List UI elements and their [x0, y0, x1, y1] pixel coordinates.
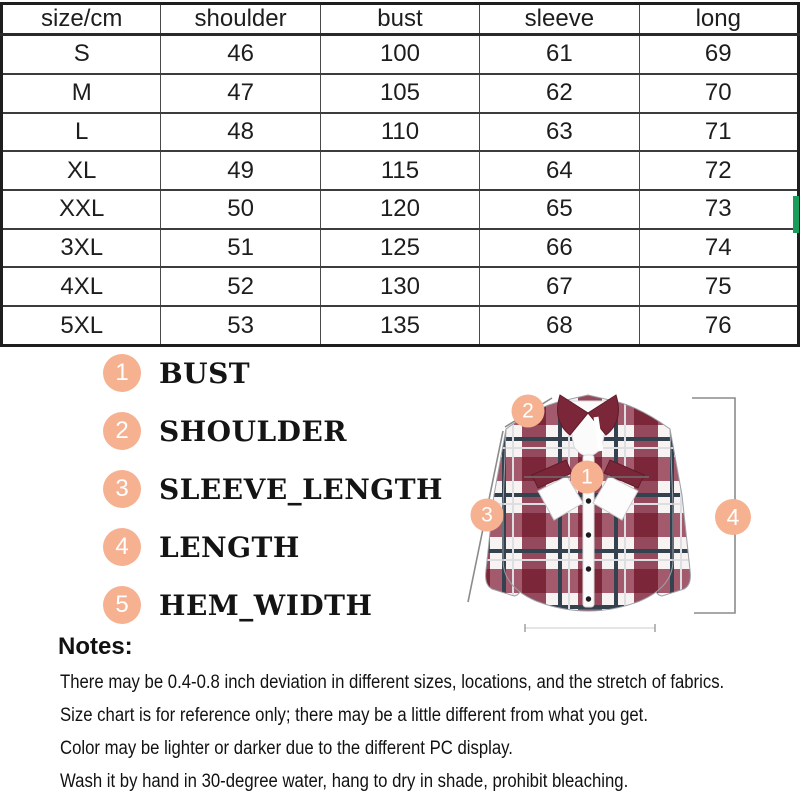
table-row: [2, 151, 799, 190]
table-header-row: [2, 4, 799, 35]
measurement-legend: [103, 354, 443, 624]
legend-item-sleeve-length: [103, 470, 443, 508]
table-cell: 105: [320, 74, 479, 113]
legend-label: SLEEVE_LENGTH: [159, 472, 443, 506]
table-row: [2, 35, 799, 74]
table-cell: 130: [320, 267, 479, 306]
table-cell: 46: [161, 35, 320, 74]
table-cell: 5XL: [2, 306, 161, 345]
table-cell: 110: [320, 113, 479, 152]
table-cell: 64: [480, 151, 639, 190]
table-cell: XXL: [2, 190, 161, 229]
table-row: [2, 306, 799, 345]
table-row: [2, 267, 799, 306]
legend-item-length: [103, 528, 443, 566]
table-cell: 100: [320, 35, 479, 74]
table-cell: 73: [639, 190, 798, 229]
header-size: size/cm: [2, 4, 161, 35]
legend-label: LENGTH: [159, 530, 300, 564]
legend-label: SHOULDER: [159, 414, 348, 448]
notes-heading: Notes:: [58, 633, 133, 660]
legend-label: BUST: [159, 356, 251, 390]
note-line: Color may be lighter or darker due to the different PC display.: [60, 738, 513, 759]
shirt-badge-shoulder: 2: [512, 395, 545, 428]
table-cell: 74: [639, 229, 798, 268]
table-cell: 67: [480, 267, 639, 306]
note-line: Size chart is for reference only; there may be a little different from what you get.: [60, 705, 648, 726]
table-cell: 70: [639, 74, 798, 113]
table-cell: 3XL: [2, 229, 161, 268]
header-bust: bust: [320, 4, 479, 35]
table-cell: 120: [320, 190, 479, 229]
table-cell: 49: [161, 151, 320, 190]
legend-label: HEM_WIDTH: [159, 588, 373, 622]
number-badge-icon: 4: [103, 528, 141, 566]
shirt-badge-sleeve: 3: [471, 499, 504, 532]
number-badge-icon: 1: [103, 354, 141, 392]
table-cell: 135: [320, 306, 479, 345]
number-badge-icon: 5: [103, 586, 141, 624]
header-shoulder: shoulder: [161, 4, 320, 35]
table-cell: 71: [639, 113, 798, 152]
notes-section: [58, 633, 798, 793]
shirt-badge-length: 4: [715, 499, 751, 535]
note-line: There may be 0.4-0.8 inch deviation in different sizes, locations, and the stretch of fabrics.: [60, 672, 725, 693]
table-cell: 72: [639, 151, 798, 190]
table-cell: 65: [480, 190, 639, 229]
legend-item-shoulder: [103, 412, 443, 450]
table-row: [2, 229, 799, 268]
table-cell: 47: [161, 74, 320, 113]
note-line: Wash it by hand in 30-degree water, hang to dry in shade, prohibit bleaching.: [60, 771, 629, 792]
table-cell: 48: [161, 113, 320, 152]
table-cell: 63: [480, 113, 639, 152]
size-chart-table: [0, 2, 800, 347]
number-badge-icon: 2: [103, 412, 141, 450]
table-cell: L: [2, 113, 161, 152]
cell-selection-highlight: [793, 196, 799, 233]
table-cell: 76: [639, 306, 798, 345]
table-cell: 125: [320, 229, 479, 268]
header-sleeve: sleeve: [480, 4, 639, 35]
table-cell: M: [2, 74, 161, 113]
table-cell: 50: [161, 190, 320, 229]
shirt-badge-bust: 1: [571, 461, 604, 494]
table-cell: XL: [2, 151, 161, 190]
table-cell: 75: [639, 267, 798, 306]
table-row: [2, 190, 799, 229]
table-cell: S: [2, 35, 161, 74]
table-cell: 115: [320, 151, 479, 190]
legend-item-hem-width: [103, 586, 443, 624]
table-cell: 53: [161, 306, 320, 345]
table-cell: 69: [639, 35, 798, 74]
table-cell: 51: [161, 229, 320, 268]
table-cell: 66: [480, 229, 639, 268]
table-cell: 62: [480, 74, 639, 113]
legend-item-bust: [103, 354, 443, 392]
table-cell: 68: [480, 306, 639, 345]
number-badge-icon: 3: [103, 470, 141, 508]
table-cell: 4XL: [2, 267, 161, 306]
table-cell: 52: [161, 267, 320, 306]
table-row: [2, 74, 799, 113]
table-row: [2, 113, 799, 152]
header-long: long: [639, 4, 798, 35]
table-cell: 61: [480, 35, 639, 74]
shirt-illustration: [440, 375, 780, 665]
